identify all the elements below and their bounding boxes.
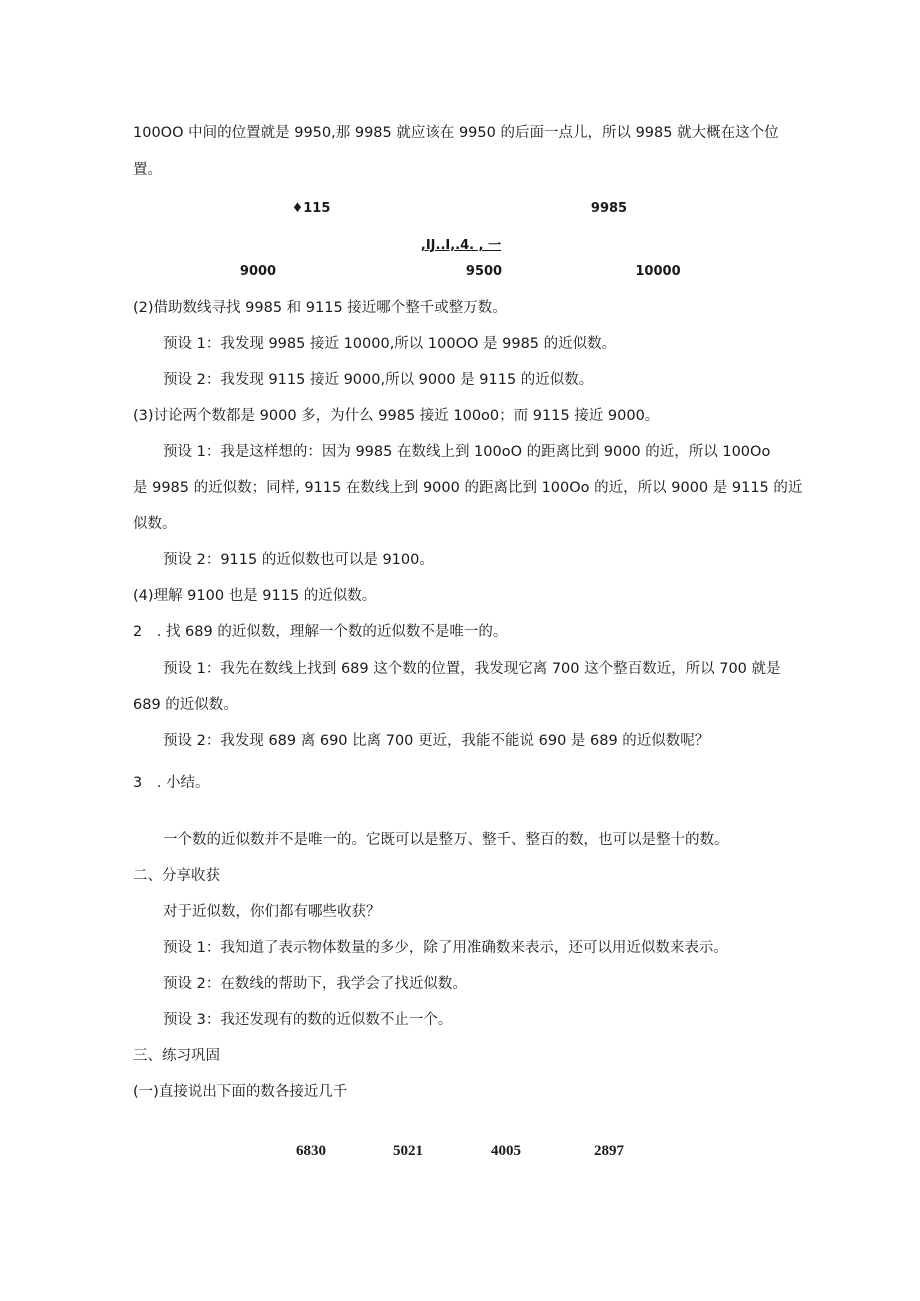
exercise-number: 5021 [393, 1143, 423, 1159]
question-3-answer-1-line-1: 预设 1：我是这样想的：因为 9985 在数线上到 100oO 的距离比到 9000 的近，所以 100Oo [163, 444, 771, 460]
exercise-1-prompt: (一)直接说出下面的数各接近几千 [133, 1084, 348, 1100]
question-3: (3)讨论两个数都是 9000 多，为什么 9985 接近 100o0；而 9115 接近 9000。 [133, 408, 660, 424]
number-line-tick-9500: 9500 [465, 264, 503, 279]
section-2-heading: 二、分享收获 [133, 868, 220, 884]
question-3-answer-1-line-2: 是 9985 的近似数；同样, 9115 在数线上到 9000 的距离比到 100Oo 的近，所以 9000 是 9115 的近 [133, 480, 803, 496]
exercise-number: 6830 [296, 1143, 326, 1159]
item-2-answer-2: 预设 2：我发现 689 离 690 比离 700 更近，我能不能说 690 是 689 的近似数呢？ [163, 733, 710, 749]
section-3-heading: 三、练习巩固 [133, 1048, 220, 1064]
exercise-number: 4005 [491, 1143, 521, 1159]
item-2-answer-1-line-1: 预设 1：我先在数线上找到 689 这个数的位置，我发现它离 700 这个整百数近，所以 700 就是 [163, 661, 781, 677]
section-2-answer-3: 预设 3：我还发现有的数的近似数不止一个。 [163, 1012, 453, 1028]
question-2-answer-1: 预设 1：我发现 9985 接近 10000,所以 100OO 是 9985 的近似数。 [163, 336, 617, 352]
summary-text: 一个数的近似数并不是唯一的。它既可以是整万、整千、整百的数，也可以是整十的数。 [163, 832, 729, 848]
number-line-axis: ,IJ..I,.4. , 一 [420, 238, 502, 253]
question-2-answer-2: 预设 2：我发现 9115 接近 9000,所以 9000 是 9115 的近似数。 [163, 372, 594, 388]
number-line-label-9985: 9985 [590, 201, 628, 216]
number-line-tick-10000: 10000 [635, 264, 681, 279]
number-line-tick-9000: 9000 [239, 264, 277, 279]
section-2-answer-2: 预设 2：在数线的帮助下，我学会了找近似数。 [163, 976, 467, 992]
intro-line-2: 置。 [133, 162, 162, 178]
exercise-number: 2897 [594, 1143, 624, 1159]
question-3-answer-1-line-3: 似数。 [133, 516, 177, 532]
section-item-2: 2 . 找 689 的近似数，理解一个数的近似数不是唯一的。 [133, 624, 508, 640]
question-4: (4)理解 9100 也是 9115 的近似数。 [133, 588, 377, 604]
item-2-answer-1-line-2: 689 的近似数。 [133, 697, 238, 713]
number-line-label-9115: ♦115 [291, 201, 331, 216]
question-3-answer-2: 预设 2：9115 的近似数也可以是 9100。 [163, 552, 434, 568]
question-2: (2)借助数线寻找 9985 和 9115 接近哪个整千或整万数。 [133, 300, 507, 316]
section-2-question: 对于近似数，你们都有哪些收获？ [163, 904, 381, 920]
intro-line-1: 100OO 中间的位置就是 9950,那 9985 就应该在 9950 的后面一点儿，所以 9985 就大概在这个位 [133, 125, 779, 141]
section-2-answer-1: 预设 1：我知道了表示物体数量的多少，除了用准确数来表示，还可以用近似数来表示。 [163, 940, 728, 956]
section-item-3: 3 . 小结。 [133, 775, 210, 791]
